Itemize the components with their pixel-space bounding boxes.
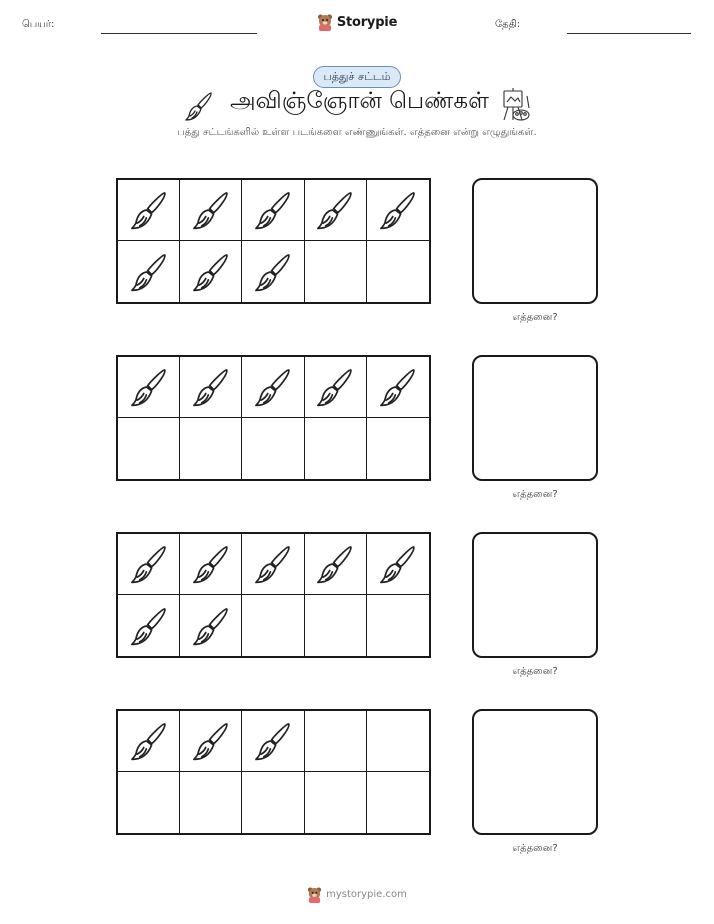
ten-frame-cell bbox=[367, 180, 429, 241]
date-line[interactable] bbox=[567, 33, 691, 34]
paintbrush-icon bbox=[315, 366, 355, 408]
paintbrush-icon bbox=[191, 251, 231, 293]
paintbrush-icon bbox=[129, 251, 169, 293]
ten-frame-cell bbox=[242, 357, 304, 418]
ten-frame-cell bbox=[180, 772, 242, 833]
ten-frame-cell bbox=[305, 595, 367, 656]
ten-frame-cell bbox=[118, 772, 180, 833]
paintbrush-icon bbox=[184, 90, 214, 122]
ten-frame-cell bbox=[305, 357, 367, 418]
footer-site: mystorypie.com bbox=[326, 889, 407, 900]
ten-frame-cell bbox=[180, 418, 242, 479]
ten-frame-cell bbox=[180, 241, 242, 302]
paintbrush-icon bbox=[315, 543, 355, 585]
paintbrush-icon bbox=[191, 366, 231, 408]
ten-frame-cell bbox=[242, 534, 304, 595]
paintbrush-icon bbox=[129, 720, 169, 762]
paintbrush-icon bbox=[253, 189, 293, 231]
brand-name: Storypie bbox=[336, 14, 398, 30]
ten-frame-cell bbox=[118, 241, 180, 302]
answer-box[interactable] bbox=[472, 178, 598, 304]
ten-frame-cell bbox=[242, 180, 304, 241]
ten-frame-cell bbox=[367, 595, 429, 656]
brand bbox=[0, 13, 714, 31]
answer-box[interactable] bbox=[472, 709, 598, 835]
ten-frame-cell bbox=[242, 241, 304, 302]
paintbrush-icon bbox=[253, 543, 293, 585]
paintbrush-icon bbox=[129, 605, 169, 647]
ten-frame-cell bbox=[118, 357, 180, 418]
ten-frame-cell bbox=[242, 595, 304, 656]
how-many-label: எத்தனை? bbox=[512, 666, 558, 677]
ten-frame-cell bbox=[118, 534, 180, 595]
ten-frame bbox=[116, 532, 431, 658]
ten-frame-cell bbox=[118, 418, 180, 479]
paintbrush-icon bbox=[253, 366, 293, 408]
how-many-label: எத்தனை? bbox=[512, 312, 558, 323]
footer bbox=[0, 886, 714, 903]
ten-frame-cell bbox=[242, 711, 304, 772]
page-title: அவிஞ்ஞோன் பெண்கள் bbox=[230, 88, 489, 114]
ten-frame-cell bbox=[242, 418, 304, 479]
name-label: பெயர்: bbox=[22, 19, 55, 30]
bear-mascot-icon bbox=[317, 13, 333, 31]
ten-frame-cell bbox=[367, 357, 429, 418]
ten-frame-cell bbox=[305, 711, 367, 772]
bear-mascot-icon bbox=[307, 886, 322, 903]
paintbrush-icon bbox=[129, 189, 169, 231]
ten-frame bbox=[116, 355, 431, 481]
ten-frame-cell bbox=[305, 534, 367, 595]
paintbrush-icon bbox=[191, 543, 231, 585]
paintbrush-icon bbox=[253, 720, 293, 762]
paintbrush-icon bbox=[191, 605, 231, 647]
ten-frame-cell bbox=[367, 711, 429, 772]
how-many-label: எத்தனை? bbox=[512, 489, 558, 500]
ten-frame-cell bbox=[242, 772, 304, 833]
ten-frame bbox=[116, 178, 431, 304]
paintbrush-icon bbox=[129, 543, 169, 585]
ten-frame-cell bbox=[305, 180, 367, 241]
instructions: பத்து சட்டங்களில் உள்ள படங்களை எண்ணுங்கள். எத்தனை என்று எழுதுங்கள். bbox=[177, 127, 537, 138]
how-many-label: எத்தனை? bbox=[512, 843, 558, 854]
easel-palette-icon bbox=[498, 86, 532, 122]
answer-box[interactable] bbox=[472, 532, 598, 658]
ten-frame-cell bbox=[367, 418, 429, 479]
ten-frame-cell bbox=[180, 180, 242, 241]
paintbrush-icon bbox=[191, 189, 231, 231]
paintbrush-icon bbox=[191, 720, 231, 762]
ten-frame-cell bbox=[118, 595, 180, 656]
ten-frame-cell bbox=[180, 357, 242, 418]
ten-frame-cell bbox=[367, 534, 429, 595]
ten-frame-cell bbox=[180, 534, 242, 595]
worksheet-badge: பத்துச் சட்டம் bbox=[313, 66, 401, 88]
ten-frame-cell bbox=[305, 241, 367, 302]
ten-frame-cell bbox=[305, 772, 367, 833]
paintbrush-icon bbox=[129, 366, 169, 408]
ten-frame-cell bbox=[180, 711, 242, 772]
answer-box[interactable] bbox=[472, 355, 598, 481]
ten-frame-cell bbox=[367, 772, 429, 833]
ten-frame-cell bbox=[118, 711, 180, 772]
ten-frame bbox=[116, 709, 431, 835]
name-line[interactable] bbox=[101, 33, 257, 34]
ten-frame-cell bbox=[367, 241, 429, 302]
ten-frame-cell bbox=[118, 180, 180, 241]
paintbrush-icon bbox=[378, 189, 418, 231]
paintbrush-icon bbox=[315, 189, 355, 231]
ten-frame-cell bbox=[180, 595, 242, 656]
paintbrush-icon bbox=[378, 543, 418, 585]
paintbrush-icon bbox=[378, 366, 418, 408]
date-label: தேதி: bbox=[495, 19, 521, 30]
paintbrush-icon bbox=[253, 251, 293, 293]
ten-frame-cell bbox=[305, 418, 367, 479]
